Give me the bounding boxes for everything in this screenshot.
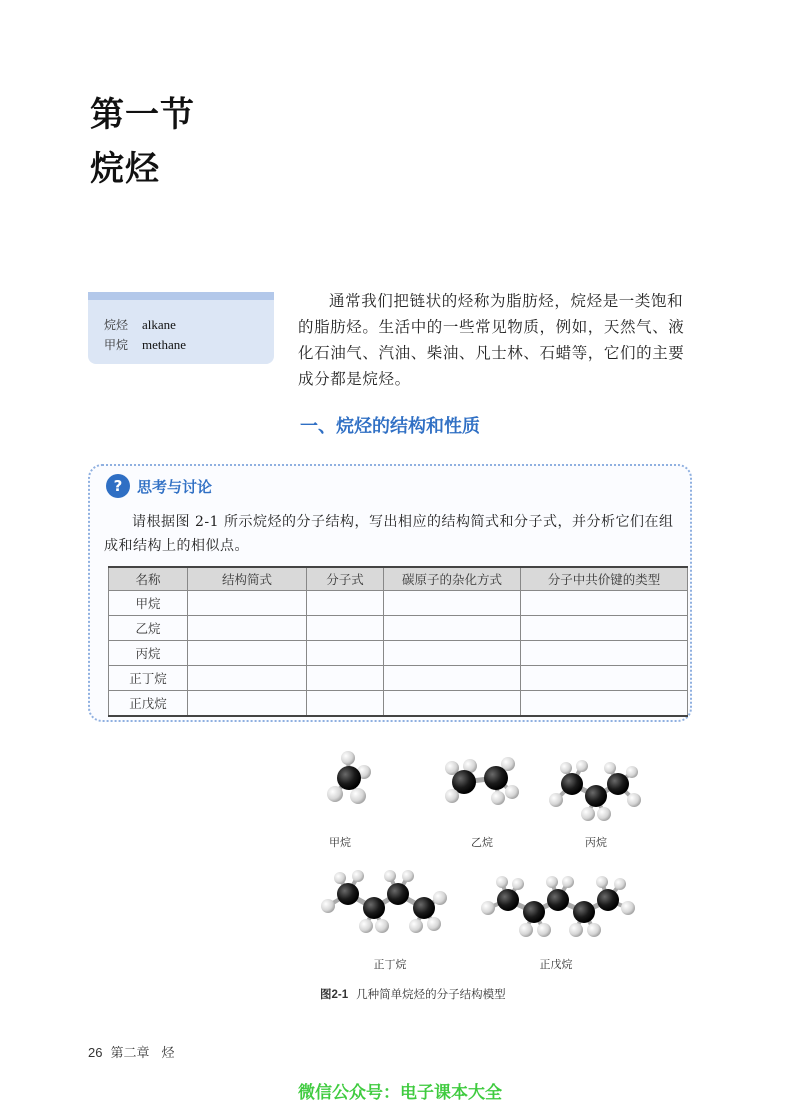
table-cell[interactable] [188,666,307,691]
section-title: 烷烃 [90,149,160,189]
propane-model [549,760,641,821]
table-cell[interactable] [188,616,307,641]
discussion-title [106,474,212,498]
table-header: 结构简式 [188,567,307,591]
molecule-label: 甲烷 [329,836,351,849]
table-cell-name: 乙烷 [109,616,188,641]
discussion-title-text: 思考与讨论 [137,477,213,496]
vocab-box-bar [88,292,274,300]
table-cell-name: 正戊烷 [109,691,188,717]
table-row [109,666,688,691]
vocab-box [88,292,274,364]
table-cell[interactable] [384,691,521,717]
table-header-row [109,567,688,591]
table-cell[interactable] [307,616,384,641]
figure-caption [320,986,506,1002]
table-cell[interactable] [307,691,384,717]
molecule-label: 丙烷 [585,836,607,849]
table-cell[interactable] [384,666,521,691]
vocab-term-en: methane [142,337,187,352]
table-cell[interactable] [521,641,688,666]
ethane-model [445,757,519,805]
table-cell-name: 正丁烷 [109,666,188,691]
chapter-topic: 烃 [161,1046,175,1061]
question-icon: ? [106,474,130,498]
vocab-item [104,316,176,333]
table-cell-name: 甲烷 [109,591,188,616]
vocab-term-zh: 甲烷 [104,338,129,352]
molecule-models-figure [0,730,800,970]
table-header: 名称 [109,567,188,591]
subsection-heading: 一、烷烃的结构和性质 [300,416,480,437]
vocab-term-en: alkane [142,317,176,332]
molecule-label: 乙烷 [471,836,493,849]
table-row [109,691,688,717]
molecule-label: 正丁烷 [373,958,407,971]
table-cell[interactable] [188,641,307,666]
n-butane-model [321,870,447,933]
wechat-banner: 微信公众号：电子课本大全 [298,1083,502,1103]
molecule-label: 正戊烷 [539,958,573,971]
table-header: 碳原子的杂化方式 [384,567,521,591]
table-cell[interactable] [384,591,521,616]
methane-model [327,751,371,804]
table-cell-name: 丙烷 [109,641,188,666]
section-number: 第一节 [90,95,195,135]
section-heading [90,88,195,196]
table-cell[interactable] [521,691,688,717]
figure-number: 图2-1 [320,989,349,1001]
figure-caption-text: 几种简单烷烃的分子结构模型 [356,987,506,1001]
table-cell[interactable] [521,616,688,641]
table-row [109,616,688,641]
table-cell[interactable] [307,641,384,666]
vocab-term-zh: 烷烃 [104,318,129,332]
table-row [109,641,688,666]
table-cell[interactable] [307,666,384,691]
page-footer [88,1042,175,1061]
table-cell[interactable] [521,591,688,616]
discussion-box [88,464,692,722]
discussion-text: 请根据图 2-1 所示烷烃的分子结构，写出相应的结构简式和分子式，并分析它们在组成和结构上的相似点。 [104,514,674,554]
table-row [109,591,688,616]
chapter-label: 第二章 [110,1046,150,1061]
table-cell[interactable] [307,591,384,616]
table-cell[interactable] [384,616,521,641]
discussion-table [108,566,688,717]
table-cell[interactable] [188,691,307,717]
table-cell[interactable] [521,666,688,691]
table-header: 分子式 [307,567,384,591]
intro-paragraph: 通常我们把链状的烃称为脂肪烃，烷烃是一类饱和的脂肪烃。生活中的一些常见物质，例如，天然气、液化石油气、汽油、柴油、凡士林、石蜡等，它们的主要成分都是烷烃。 [298,292,685,388]
n-pentane-model [481,876,635,937]
table-cell[interactable] [384,641,521,666]
vocab-item [104,336,186,353]
table-cell[interactable] [188,591,307,616]
table-header: 分子中共价键的类型 [521,567,688,591]
page-number: 26 [88,1045,103,1060]
